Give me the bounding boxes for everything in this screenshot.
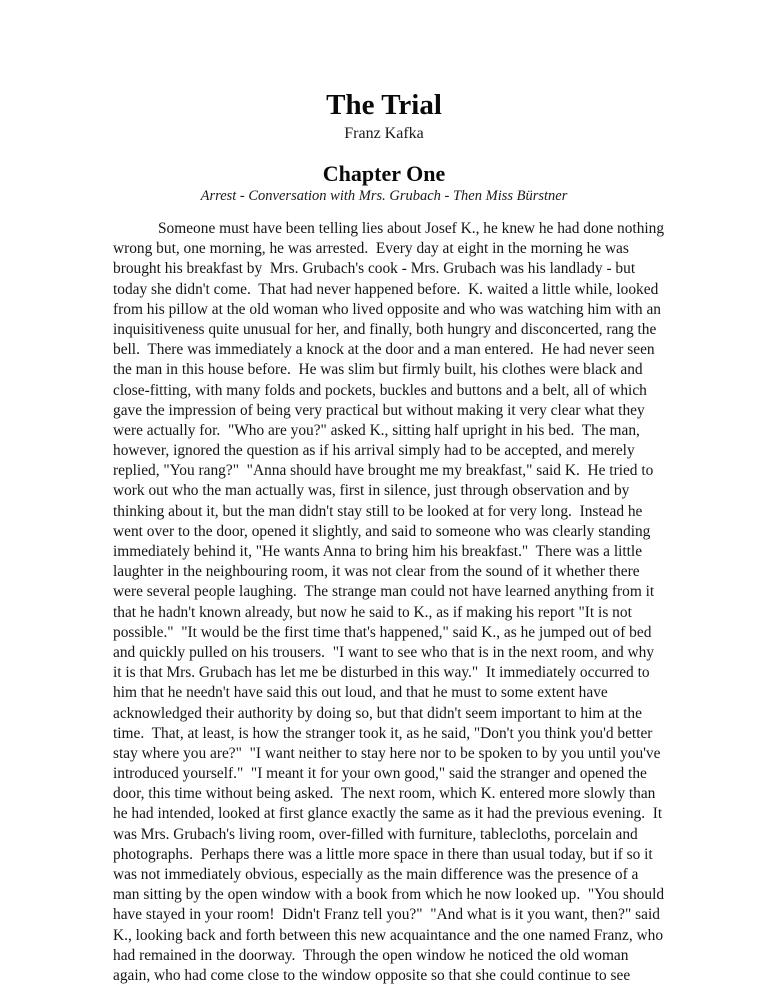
text-line: stay where you are?" "I want neither to stay here nor to be spoken to by you until you've	[113, 744, 661, 762]
text-line: went over to the door, opened it slightly, and said to someone who was clearly standing	[113, 522, 651, 540]
book-author: Franz Kafka	[344, 125, 424, 142]
chapter-subtitle: Arrest - Conversation with Mrs. Grubach - Then Miss Bürstner	[200, 188, 568, 204]
text-line: were actually for. "Who are you?" asked K., sitting half upright in his bed. The man,	[113, 421, 640, 439]
text-line: inquisitiveness quite unusual for her, and finally, both hungry and disconcerted, rang the	[113, 320, 657, 338]
text-line: he had intended, looked at first glance exactly the same as it had the previous evening. It	[113, 805, 663, 823]
text-line: was not immediately obvious, especially as the main difference was the presence of a	[113, 866, 639, 883]
chapter-body-paragraph	[113, 219, 673, 986]
text-line: laughter in the neighbouring room, it was not clear from the sound of it whether there	[113, 563, 640, 581]
text-line: replied, "You rang?" "Anna should have brought me my breakfast," said K. He tried to	[113, 462, 654, 480]
text-line: time. That, at least, is how the stranger took it, as he said, "Don't you think you'd better	[113, 724, 653, 742]
book-title: The Trial	[326, 89, 442, 121]
text-line: wrong but, one morning, he was arrested. Every day at eight in the morning he was	[113, 240, 629, 258]
text-line: that he hadn't known already, but now he said to K., as if making his report "It is not	[113, 603, 632, 621]
text-line: the man in this house before. He was slim but firmly built, his clothes were black and	[113, 361, 643, 379]
text-line: acknowledged their authority by doing so, but that didn't seem important to him at the	[113, 704, 642, 722]
text-line: was Mrs. Grubach's living room, over-filled with furniture, tablecloths, porcelain and	[113, 825, 638, 843]
text-line: work out who the man actually was, first in silence, just through observation and by	[113, 482, 630, 500]
text-line: were several people laughing. The strange man could not have learned anything from it	[113, 583, 655, 601]
text-line: close-fitting, with many folds and pockets, buckles and buttons and a belt, all of which	[113, 381, 647, 399]
text-line: it is that Mrs. Grubach has let me be disturbed in this way." It immediately occurred to	[113, 664, 650, 682]
text-line: and quickly pulled on his trousers. "I want to see who that is in the next room, and why	[113, 643, 655, 661]
text-line: from his pillow at the old woman who lived opposite and who was watching him with an	[113, 300, 661, 318]
text-line: gave the impression of being very practical but without making it very clear what they	[113, 401, 645, 419]
text-line: however, ignored the question as if his arrival simply had to be accepted, and merely	[113, 442, 635, 460]
text-line: Someone must have been telling lies about Josef K., he knew he had done nothing	[158, 220, 665, 237]
text-line: man sitting by the open window with a book from which he now looked up. "You should	[113, 886, 665, 904]
text-line: have stayed in your room! Didn't Franz tell you?" "And what is it you want, then?" said	[113, 906, 660, 924]
text-line: introduced yourself." "I meant it for your own good," said the stranger and opened the	[113, 765, 647, 783]
text-line: brought his breakfast by Mrs. Grubach's cook - Mrs. Grubach was his landlady - but	[113, 260, 636, 278]
text-line: bell. There was immediately a knock at the door and a man entered. He had never seen	[113, 341, 655, 359]
text-line: K., looking back and forth between this new acquaintance and the one named Franz, who	[113, 926, 664, 944]
text-line: had remained in the doorway. Through the open window he noticed the old woman	[113, 946, 629, 964]
text-line: today she didn't come. That had never happened before. K. waited a little while, looked	[113, 280, 659, 298]
text-line: him that he needn't have said this out loud, and that he must to some extent have	[113, 684, 608, 702]
text-line: immediately behind it, "He wants Anna to bring him his breakfast." There was a little	[113, 543, 643, 560]
text-line: possible." "It would be the first time that's happened," said K., as he jumped out of bed	[113, 623, 652, 641]
text-line: thinking about it, but the man didn't stay still to be looked at for very long. Instead he	[113, 502, 643, 520]
chapter-heading: Chapter One	[322, 161, 446, 186]
text-line: door, this time without being asked. The next room, which K. entered more slowly than	[113, 785, 656, 803]
text-line: again, who had come close to the window opposite so that she could continue to see	[113, 966, 631, 984]
text-line: photographs. Perhaps there was a little more space in there than usual today, but if so it	[113, 845, 653, 863]
